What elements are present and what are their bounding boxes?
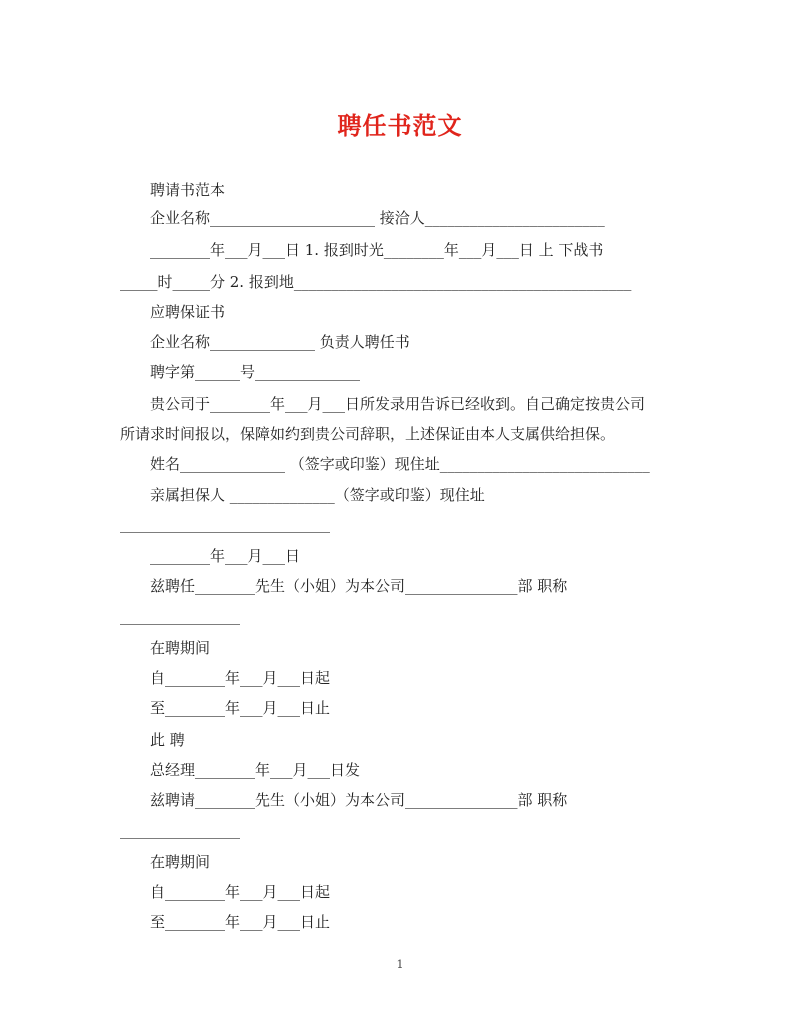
text-line: 兹聘请________先生（小姐）为本公司_______________部 职称 — [150, 791, 568, 809]
text-line: 自________年___月___日起 — [150, 669, 331, 687]
text-line: ________年___月___日 — [150, 547, 301, 565]
text-line: 贵公司于________年___月___日所发录用告诉已经收到。自己确定按贵公司 — [150, 395, 646, 413]
text-line: 亲属担保人 ______________（签字或印鉴）现住址 — [150, 486, 485, 504]
text-line: 总经理________年___月___日发 — [150, 761, 361, 779]
text-line: 应聘保证书 — [150, 303, 226, 321]
text-line: _____时_____分 2. 报到地_____________________________________________ — [120, 273, 632, 291]
text-line: 至________年___月___日止 — [150, 699, 331, 717]
text-line: ________________ — [120, 607, 240, 625]
text-line: 聘字第______号______________ — [150, 363, 361, 381]
text-line: ____________________________ — [120, 515, 330, 533]
text-line: 聘请书范本 — [150, 181, 226, 199]
text-line: 自________年___月___日起 — [150, 883, 331, 901]
text-line: 至________年___月___日止 — [150, 913, 331, 931]
document-title: 聘任书范文 — [337, 111, 463, 140]
text-line: 企业名称______________________ 接洽人________________________ — [150, 209, 605, 227]
text-line: 企业名称______________ 负责人聘任书 — [150, 333, 410, 351]
text-line: ________年___月___日 1. 报到时光________年___月___日 上 下战书 — [150, 241, 604, 259]
text-line: 兹聘任________先生（小姐）为本公司_______________部 职称 — [150, 577, 568, 595]
text-line: 此 聘 — [150, 731, 185, 749]
page-number: 1 — [396, 958, 404, 971]
text-line: 在聘期间 — [150, 639, 211, 657]
text-line: 所请求时间报以，保障如约到贵公司辞职，上述保证由本人支属供给担保。 — [120, 425, 616, 443]
text-line: ________________ — [120, 821, 240, 839]
text-line: 姓名______________ （签字或印鉴）现住址____________________________ — [150, 455, 650, 473]
text-line: 在聘期间 — [150, 853, 211, 871]
